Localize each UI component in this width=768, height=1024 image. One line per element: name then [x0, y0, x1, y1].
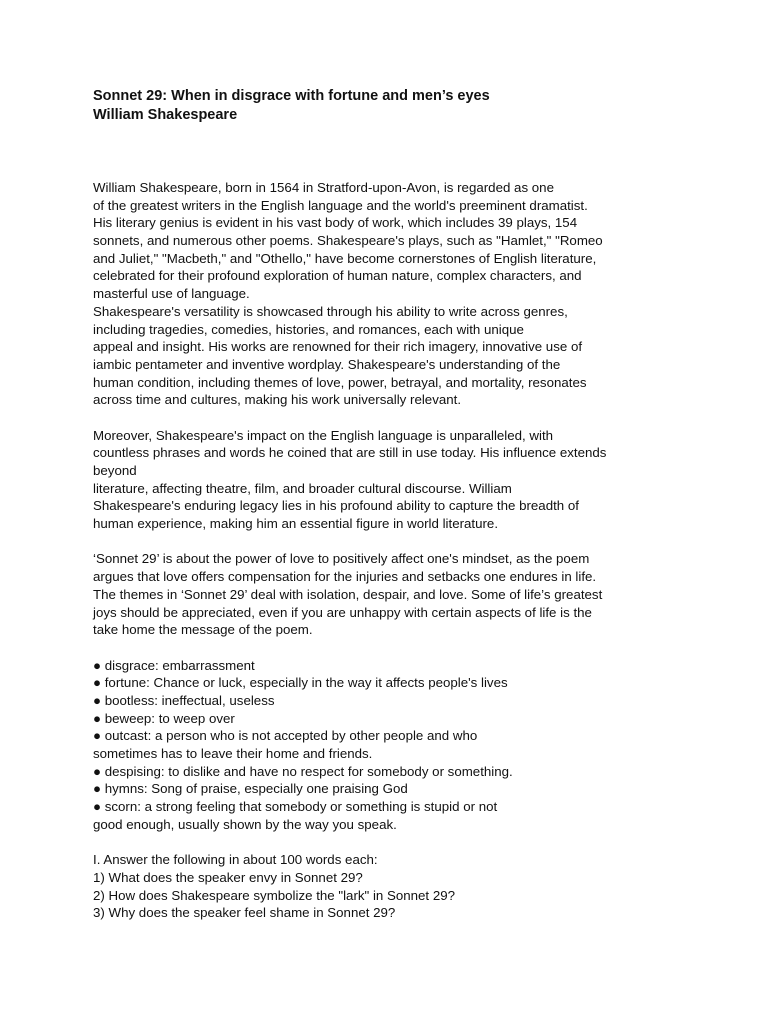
glossary-line: good enough, usually shown by the way you speak. — [93, 816, 397, 832]
intro-line: Shakespeare's versatility is showcased through his ability to write across genres, — [93, 303, 568, 319]
paragraph-gap — [93, 833, 653, 851]
impact-paragraph — [93, 427, 653, 533]
intro-line: celebrated for their profound exploration of human nature, complex characters, and — [93, 268, 582, 284]
impact-line: countless phrases and words he coined that are still in use today. His influence extends — [93, 445, 607, 461]
paragraph-gap — [93, 533, 653, 551]
glossary-list — [93, 657, 653, 834]
glossary-line: sometimes has to leave their home and friends. — [93, 746, 373, 761]
intro-line: appeal and insight. His works are renowned for their rich imagery, innovative use of — [93, 339, 583, 355]
poem-author: William Shakespeare — [93, 107, 238, 123]
paragraph-gap — [93, 409, 653, 427]
glossary-line: ● scorn: a strong feeling that somebody or something is stupid or not — [93, 799, 498, 815]
impact-line: human experience, making him an essential figure in world literature. — [93, 516, 499, 532]
questions-line: I. Answer the following in about 100 words each: — [93, 852, 378, 868]
questions-line: 1) What does the speaker envy in Sonnet 29? — [93, 869, 363, 885]
summary-line: joys should be appreciated, even if you are unhappy with certain aspects of life is the — [93, 604, 592, 620]
document-body — [93, 179, 653, 922]
questions-line: 2) How does Shakespeare symbolize the "lark" in Sonnet 29? — [93, 887, 456, 903]
intro-line: of the greatest writers in the English language and the world's preeminent dramatist. — [93, 197, 588, 213]
intro-line: human condition, including themes of love, power, betrayal, and mortality, resonates — [93, 374, 587, 390]
intro-line: sonnets, and numerous other poems. Shakespeare's plays, such as "Hamlet," "Romeo — [93, 233, 603, 249]
glossary-line: ● fortune: Chance or luck, especially in the way it affects people's lives — [93, 675, 508, 691]
glossary-line: ● beweep: to weep over — [93, 710, 235, 726]
intro-line: across time and cultures, making his work universally relevant. — [93, 392, 462, 408]
impact-line: Shakespeare's enduring legacy lies in his profound ability to capture the breadth of — [93, 498, 579, 514]
poem-title: Sonnet 29: When in disgrace with fortune and men’s eyes — [93, 88, 490, 104]
questions-section — [93, 851, 653, 922]
impact-line: beyond — [93, 463, 137, 478]
intro-paragraph — [93, 179, 653, 409]
summary-line: argues that love offers compensation for the injuries and setbacks one endures in life. — [93, 569, 597, 585]
summary-line: The themes in ‘Sonnet 29’ deal with isolation, despair, and love. Some of life’s greatest — [93, 586, 603, 602]
summary-paragraph — [93, 550, 653, 638]
glossary-line: ● despising: to dislike and have no respect for somebody or something. — [93, 763, 513, 779]
questions-line: 3) Why does the speaker feel shame in Sonnet 29? — [93, 905, 396, 921]
paragraph-gap — [93, 639, 653, 657]
impact-line: Moreover, Shakespeare's impact on the English language is unparalleled, with — [93, 427, 554, 443]
intro-line: William Shakespeare, born in 1564 in Stratford-upon-Avon, is regarded as one — [93, 180, 554, 195]
summary-line: ‘Sonnet 29’ is about the power of love to positively affect one's mindset, as the poem — [93, 551, 590, 567]
glossary-line: ● disgrace: embarrassment — [93, 657, 255, 673]
intro-line: His literary genius is evident in his vast body of work, which includes 39 plays, 154 — [93, 215, 578, 231]
glossary-line: ● bootless: ineffectual, useless — [93, 692, 275, 708]
intro-line: masterful use of language. — [93, 286, 250, 302]
intro-line: including tragedies, comedies, histories, and romances, each with unique — [93, 321, 524, 337]
document-heading — [93, 87, 490, 125]
glossary-line: ● hymns: Song of praise, especially one praising God — [93, 781, 408, 797]
intro-line: and Juliet," "Macbeth," and "Othello," have become cornerstones of English literature, — [93, 250, 597, 266]
intro-line: iambic pentameter and inventive wordplay. Shakespeare's understanding of the — [93, 356, 561, 372]
glossary-line: ● outcast: a person who is not accepted by other people and who — [93, 728, 478, 744]
impact-line: literature, affecting theatre, film, and broader cultural discourse. William — [93, 480, 512, 496]
summary-line: take home the message of the poem. — [93, 622, 313, 638]
